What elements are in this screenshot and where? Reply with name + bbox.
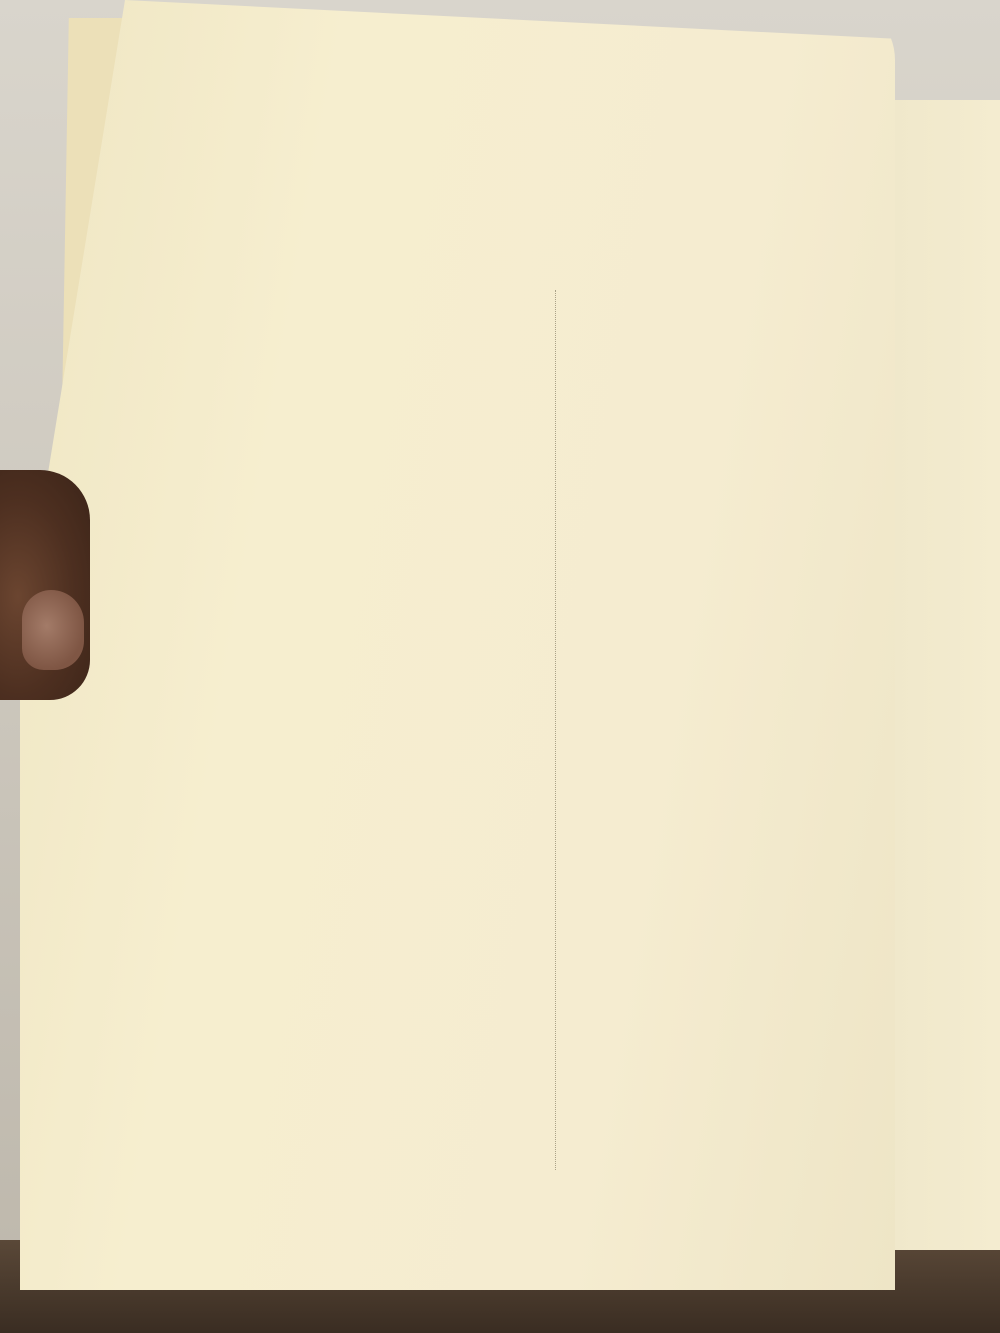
- isbn-line: [165, 533, 166, 548]
- edition-line: [160, 413, 161, 428]
- reserved-line: [172, 734, 173, 748]
- copyright-column: [160, 401, 457, 870]
- title-line: [167, 599, 168, 613]
- reserved-line: [175, 808, 176, 822]
- address-line: [163, 501, 164, 516]
- library-line: [176, 840, 177, 854]
- reserved-line: [174, 789, 175, 803]
- library-block: [176, 827, 457, 856]
- book-page: [20, 0, 895, 1290]
- rights-block: [170, 652, 452, 718]
- scripts-line: [168, 632, 169, 646]
- column-divider: [555, 290, 556, 1170]
- publisher-line: [161, 431, 162, 446]
- dedication-initials: [199, 287, 200, 302]
- isbn-block: [165, 522, 446, 551]
- first-published-block: [162, 452, 444, 518]
- rights-line: [170, 664, 171, 678]
- dedication-line-2: [175, 284, 176, 303]
- title-copyright-block: [167, 587, 448, 616]
- first-published-line: [162, 464, 163, 479]
- scripts-copyright-block: [168, 619, 449, 648]
- reserved-block: [172, 721, 455, 824]
- imprint-line: [163, 482, 164, 497]
- rights-line: [170, 683, 171, 697]
- rights-line: [171, 701, 172, 715]
- copyright-line: [166, 567, 167, 581]
- reserved-line: [173, 752, 174, 766]
- copyright-block: [166, 554, 447, 583]
- reserved-line: [174, 771, 175, 785]
- thumb: [22, 590, 84, 670]
